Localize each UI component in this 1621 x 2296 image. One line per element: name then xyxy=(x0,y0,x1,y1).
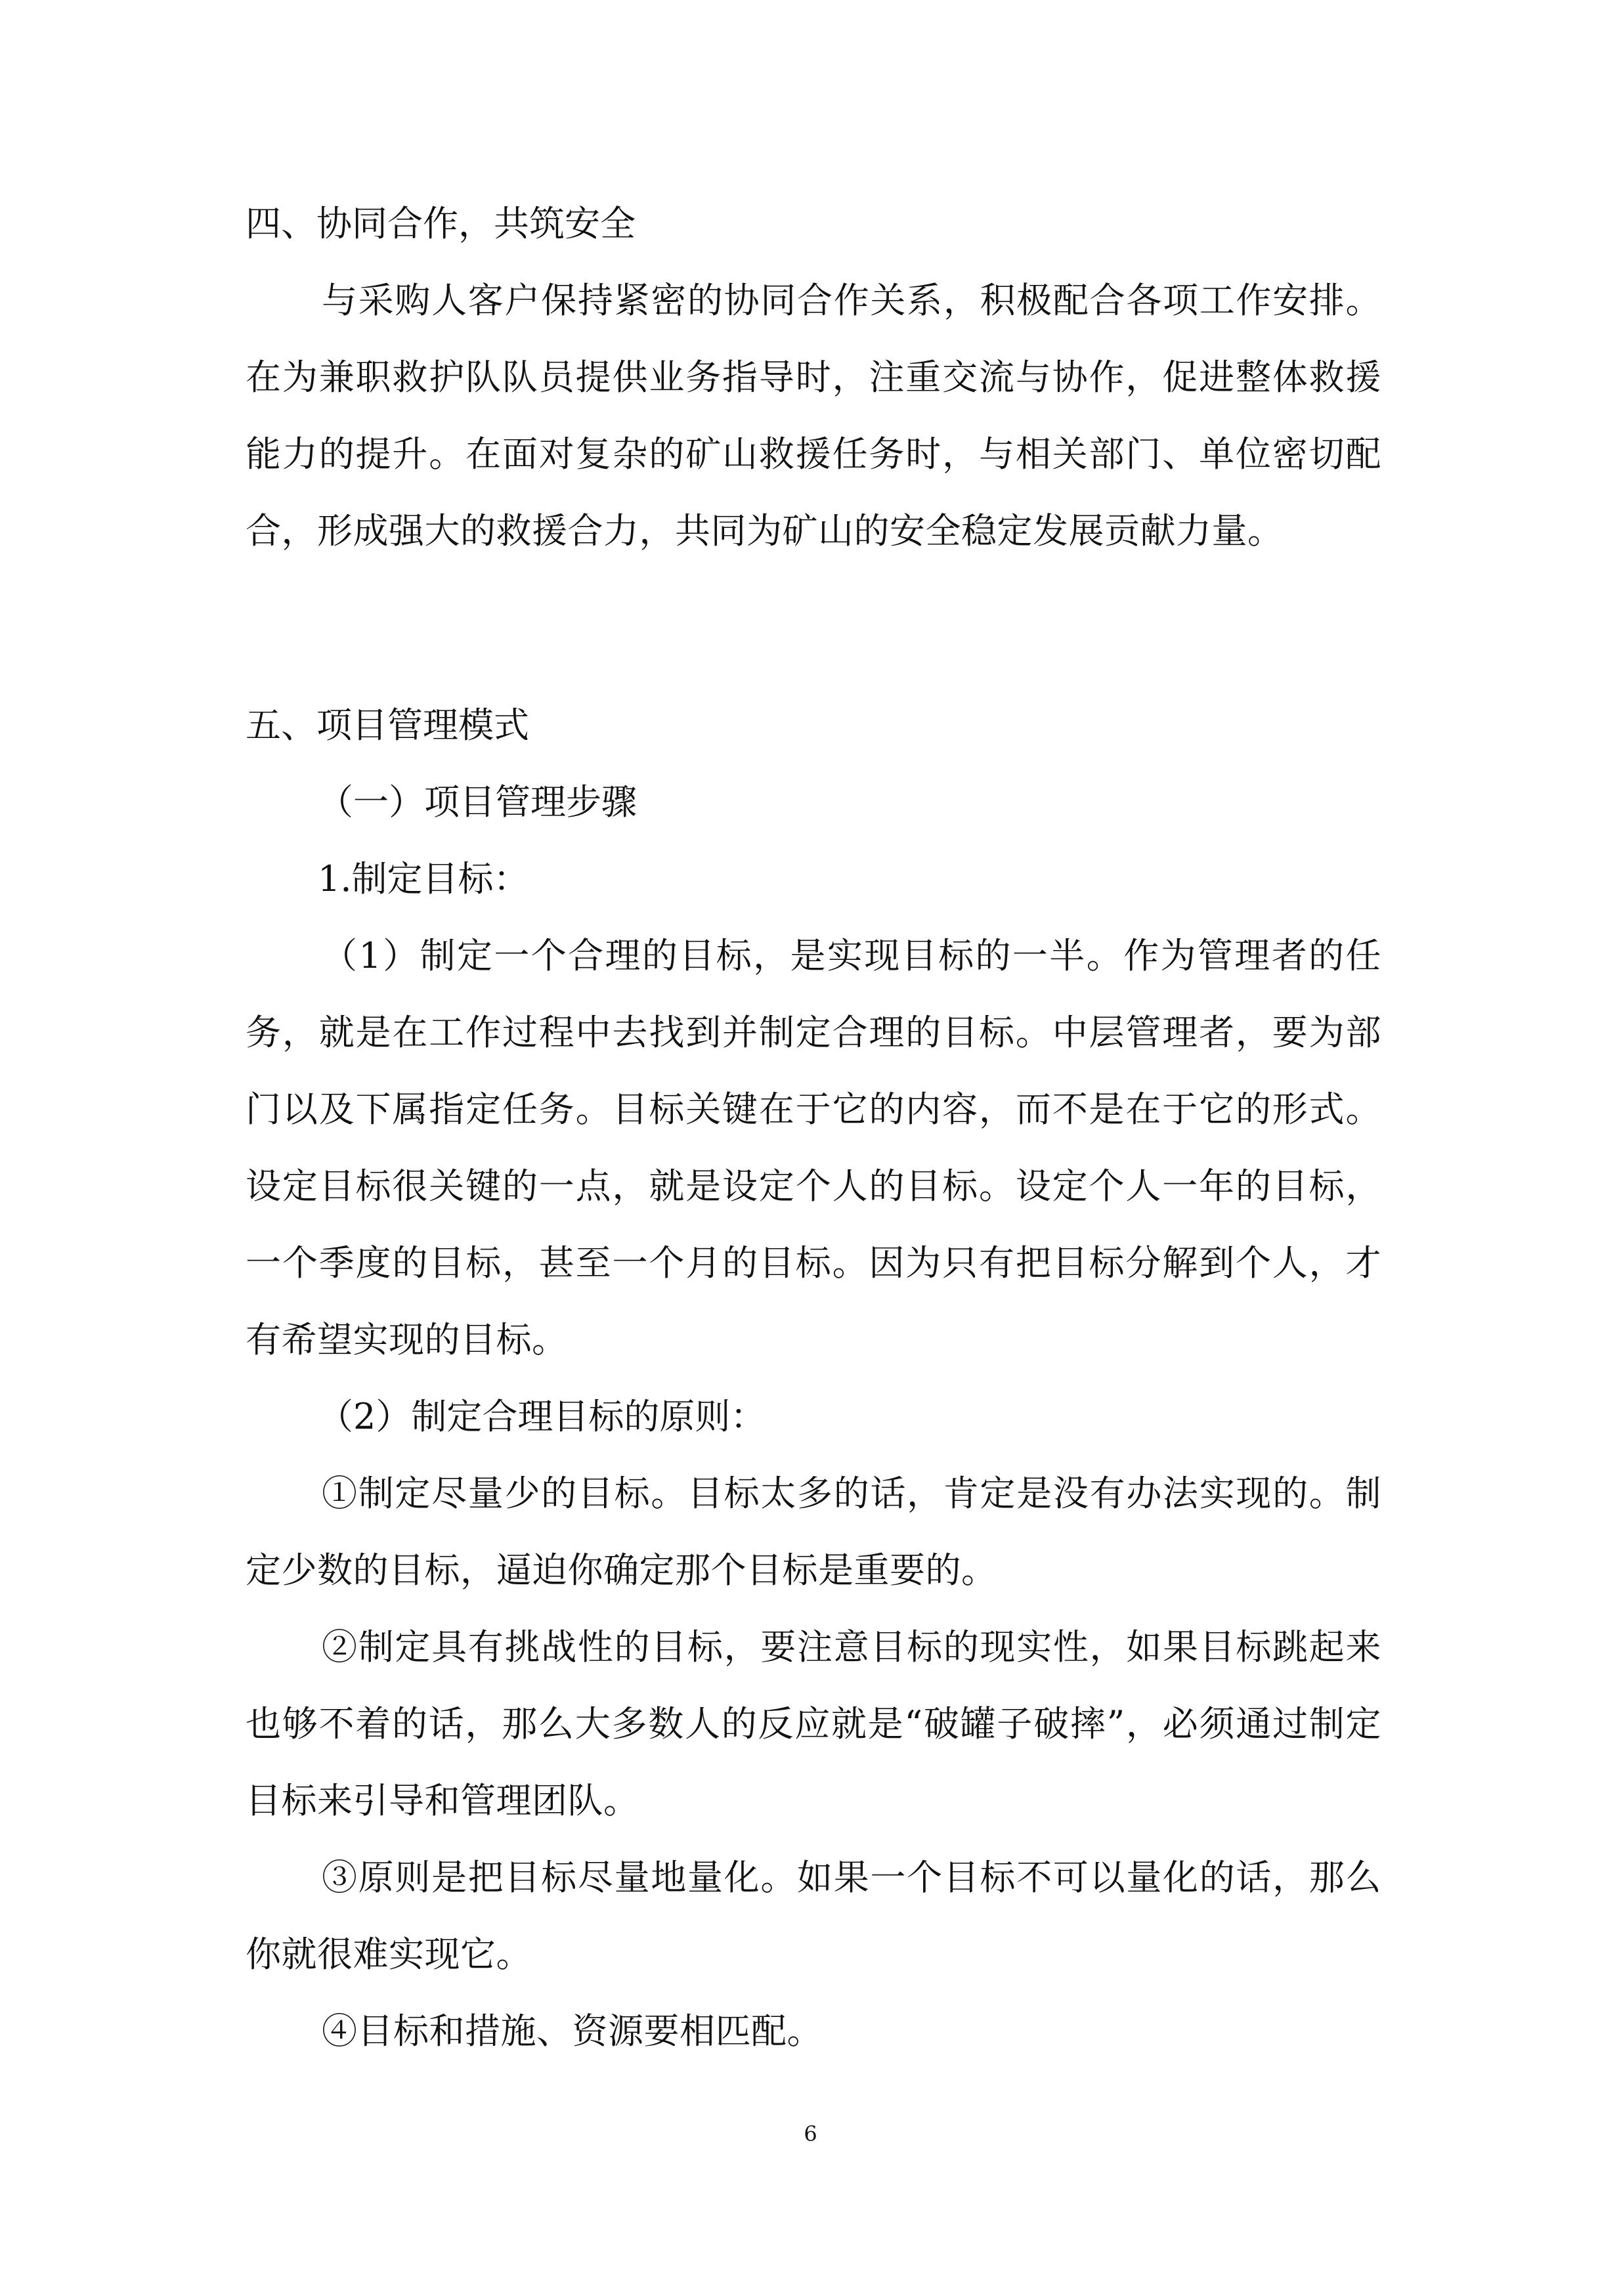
principle-2: ②制定具有挑战性的目标，要注意目标的现实性，如果目标跳起来也够不着的话，那么大多数人的反应就是“破罐子破摔”，必须通过制定目标来引导和管理团队。 xyxy=(246,1626,1381,1821)
principle-4: ④目标和措施、资源要相匹配。 xyxy=(322,2010,823,2052)
subsection-1-heading: （一）项目管理步骤 xyxy=(318,781,637,823)
item-1-title: 1.制定目标： xyxy=(318,858,529,899)
principle-1: ①制定尽量少的目标。目标太多的话，肯定是没有办法实现的。制定少数的目标，逼迫你确定那个目标是重要的。 xyxy=(246,1473,1381,1591)
principle-3: ③原则是把目标尽量地量化。如果一个目标不可以量化的话，那么你就很难实现它。 xyxy=(246,1857,1381,1975)
page-number: 6 xyxy=(804,2121,817,2146)
item-1-paragraph-1: （1）制定一个合理的目标，是实现目标的一半。作为管理者的任务，就是在工作过程中去找到并制定合理的目标。中层管理者，要为部门以及下属指定任务。目标关键在于它的内容，而不是在于它的形式。设定目标很关键的一点，就是设定个人的目标。设定个人一年的目标，一个季度的目标，甚至一个月的目标。因为只有把目标分解到个人，才有希望实现的目标。 xyxy=(246,935,1381,1360)
section-4-paragraph: 与采购人客户保持紧密的协同合作关系，积极配合各项工作安排。在为兼职救护队队员提供业务指导时，注重交流与协作，促进整体救援能力的提升。在面对复杂的矿山救援任务时，与相关部门、单位密切配合，形成强大的救援合力，共同为矿山的安全稳定发展贡献力量。 xyxy=(246,280,1381,552)
section-4-heading: 四、协同合作，共筑安全 xyxy=(246,203,636,244)
section-5-heading: 五、项目管理模式 xyxy=(246,704,529,746)
item-1-paragraph-2-title: （2）制定合理目标的原则： xyxy=(318,1396,766,1437)
